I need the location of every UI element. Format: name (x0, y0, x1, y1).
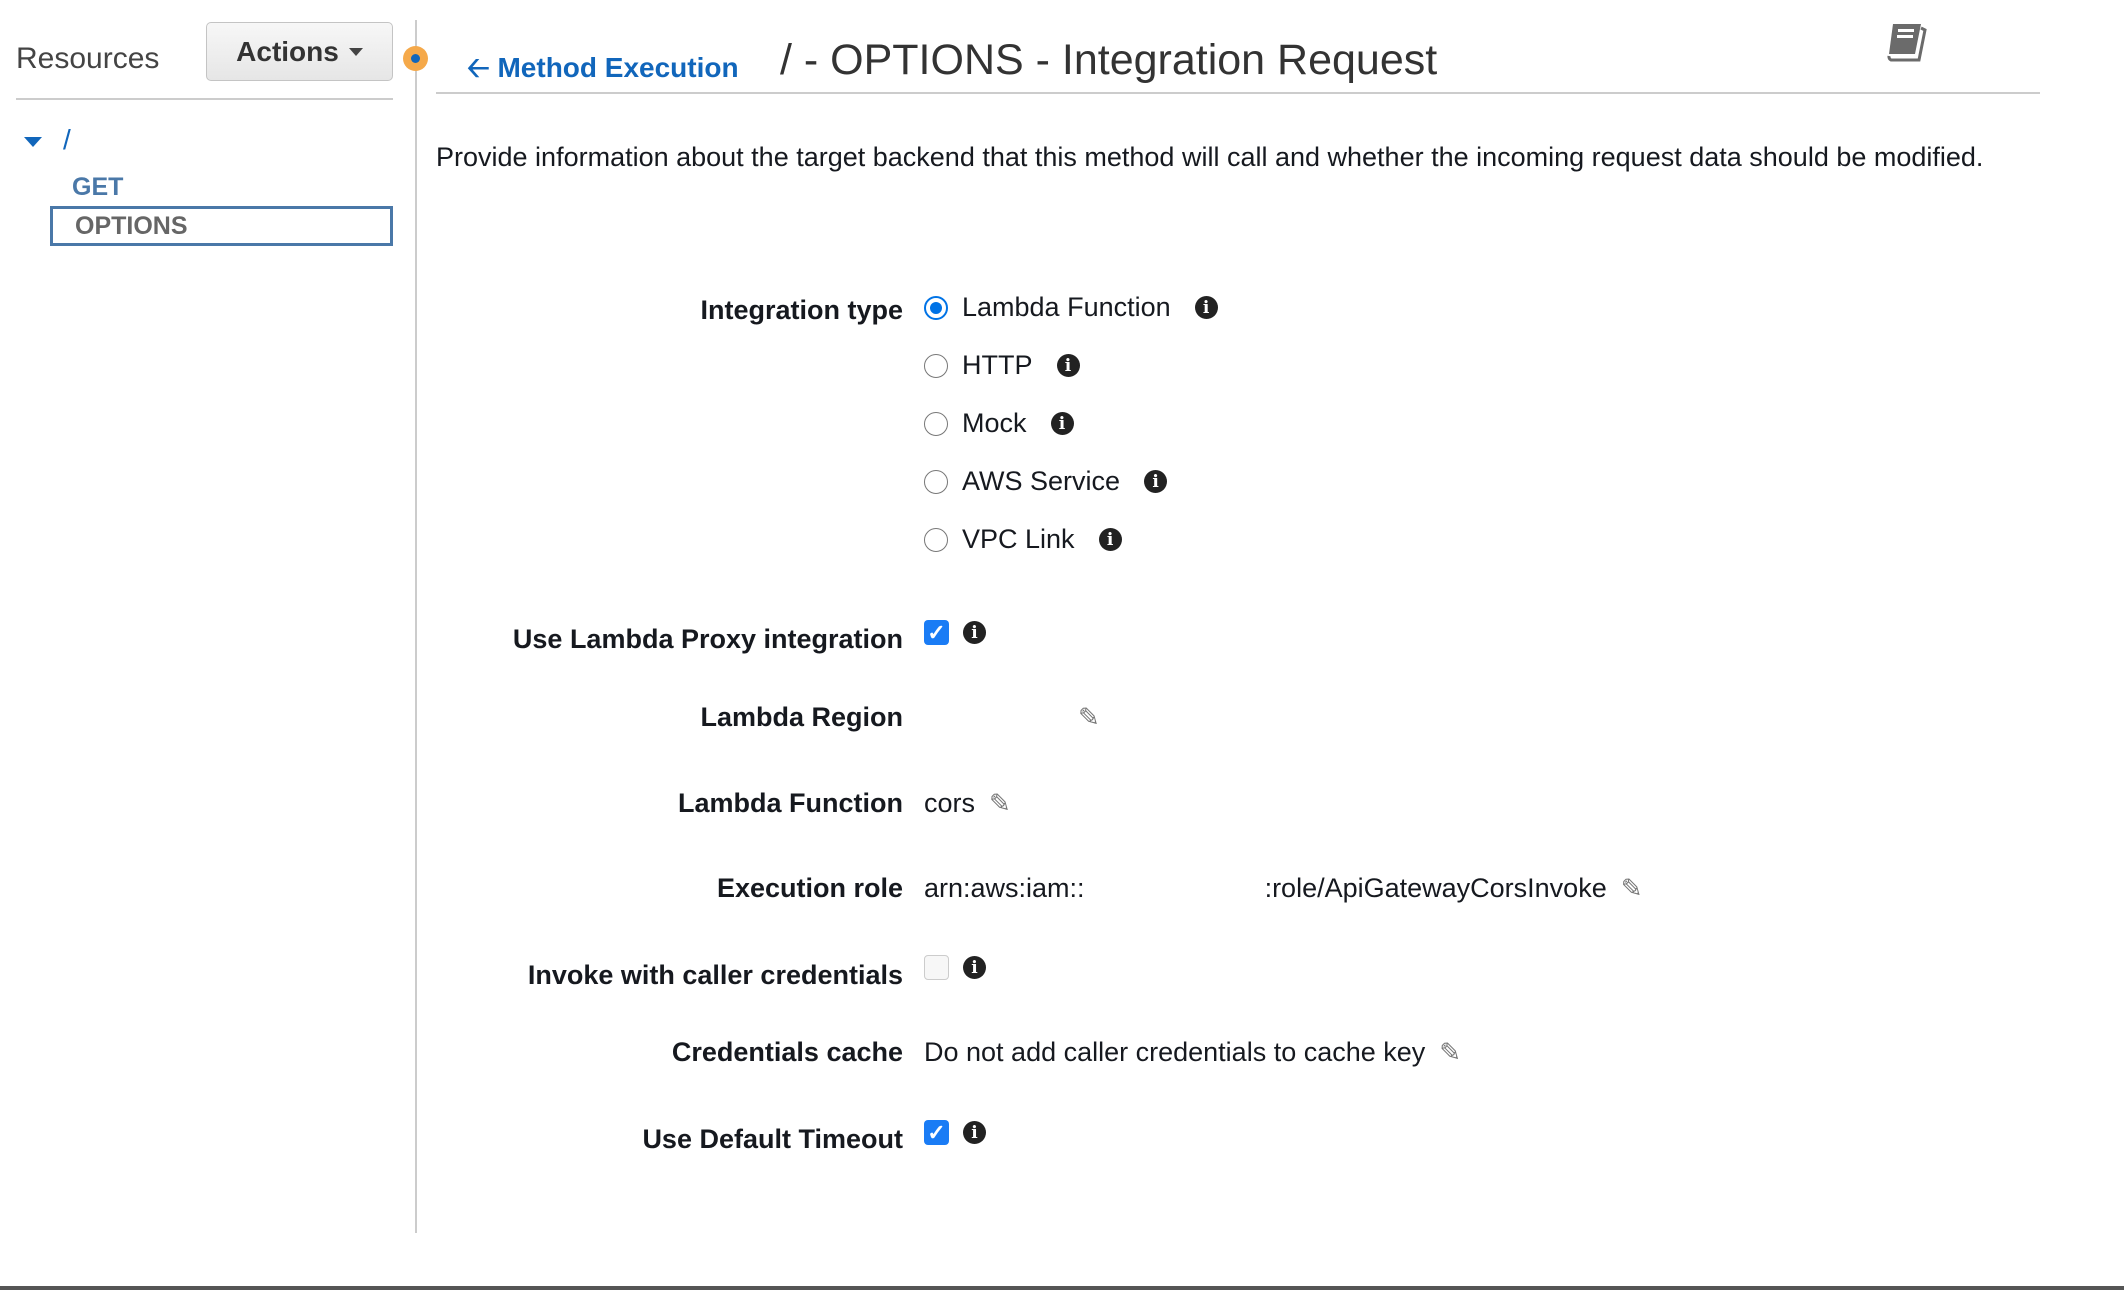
radio-lambda-function[interactable] (924, 292, 1218, 323)
back-link-label: Method Execution (497, 52, 739, 83)
actions-button[interactable] (206, 22, 393, 81)
radio-http[interactable] (924, 350, 1080, 381)
caller-credentials-checkbox[interactable] (924, 955, 949, 980)
edit-pencil-icon[interactable]: ✎ (1078, 702, 1100, 732)
info-icon[interactable]: i (1051, 412, 1074, 435)
bottom-border (0, 1286, 2124, 1290)
tree-method-get[interactable]: GET (72, 173, 124, 201)
radio-button[interactable] (924, 296, 948, 320)
credentials-cache-value: Do not add caller credentials to cache key (924, 1037, 1426, 1067)
radio-label: Lambda Function (962, 292, 1171, 322)
divider (16, 98, 393, 100)
radio-label: AWS Service (962, 466, 1121, 496)
sidebar-resize-handle[interactable] (415, 20, 417, 1233)
arrow-left-icon: 🡠 (467, 52, 490, 83)
info-icon[interactable]: i (1195, 296, 1218, 319)
credentials-cache-label: Credentials cache (671, 1037, 903, 1067)
radio-button[interactable] (924, 354, 948, 378)
tree-root[interactable]: / (63, 124, 71, 155)
execution-role-suffix: :role/ApiGatewayCorsInvoke (1264, 873, 1607, 903)
radio-button[interactable] (924, 528, 948, 552)
info-icon[interactable]: i (963, 956, 986, 979)
edit-pencil-icon[interactable]: ✎ (1439, 1037, 1462, 1067)
radio-mock[interactable] (924, 408, 1074, 439)
radio-button[interactable] (924, 412, 948, 436)
actions-label: Actions (236, 35, 339, 67)
resources-title: Resources (16, 42, 160, 75)
info-icon[interactable]: i (1144, 470, 1167, 493)
edit-pencil-icon[interactable]: ✎ (989, 788, 1011, 818)
tree-method-options[interactable]: OPTIONS (50, 206, 393, 246)
info-icon[interactable]: i (963, 1121, 986, 1144)
lambda-function-label: Lambda Function (678, 788, 903, 818)
caller-credentials-field (924, 955, 986, 980)
caller-credentials-label: Invoke with caller credentials (527, 960, 903, 990)
radio-aws-service[interactable] (924, 466, 1167, 497)
execution-role-label: Execution role (716, 873, 903, 903)
lambda-region-field (1064, 702, 1100, 733)
default-timeout-field (924, 1120, 986, 1145)
resize-handle-dot-icon[interactable] (403, 46, 428, 71)
radio-label: HTTP (962, 350, 1033, 380)
execution-role-field (924, 873, 1643, 904)
edit-pencil-icon[interactable]: ✎ (1620, 873, 1643, 903)
lambda-proxy-label: Use Lambda Proxy integration (512, 624, 903, 654)
lambda-function-field (924, 788, 1011, 819)
info-icon[interactable]: i (1057, 354, 1080, 377)
default-timeout-label: Use Default Timeout (642, 1124, 903, 1154)
documentation-book-icon[interactable] (1885, 22, 1927, 62)
method-execution-link[interactable] (467, 47, 739, 95)
header-divider (436, 92, 2040, 94)
radio-button[interactable] (924, 470, 948, 494)
lambda-proxy-field (924, 620, 986, 645)
lambda-proxy-checkbox[interactable]: ✓ (924, 620, 949, 645)
execution-role-prefix: arn:aws:iam:: (924, 873, 1085, 903)
tree-expand-icon[interactable] (24, 137, 42, 147)
info-icon[interactable]: i (1099, 528, 1122, 551)
default-timeout-checkbox[interactable]: ✓ (924, 1120, 949, 1145)
lambda-function-value: cors (924, 788, 976, 818)
radio-label: VPC Link (962, 524, 1075, 554)
caret-down-icon (349, 48, 363, 56)
page-title: / - OPTIONS - Integration Request (780, 36, 1438, 84)
radio-vpc-link[interactable] (924, 524, 1122, 555)
credentials-cache-field (924, 1037, 1461, 1068)
radio-label: Mock (962, 408, 1027, 438)
integration-type-label: Integration type (700, 295, 903, 325)
lambda-region-label: Lambda Region (700, 702, 903, 732)
info-icon[interactable]: i (963, 621, 986, 644)
description: Provide information about the target backend that this method will call and whether the incoming request data should be modified. (436, 142, 1984, 172)
